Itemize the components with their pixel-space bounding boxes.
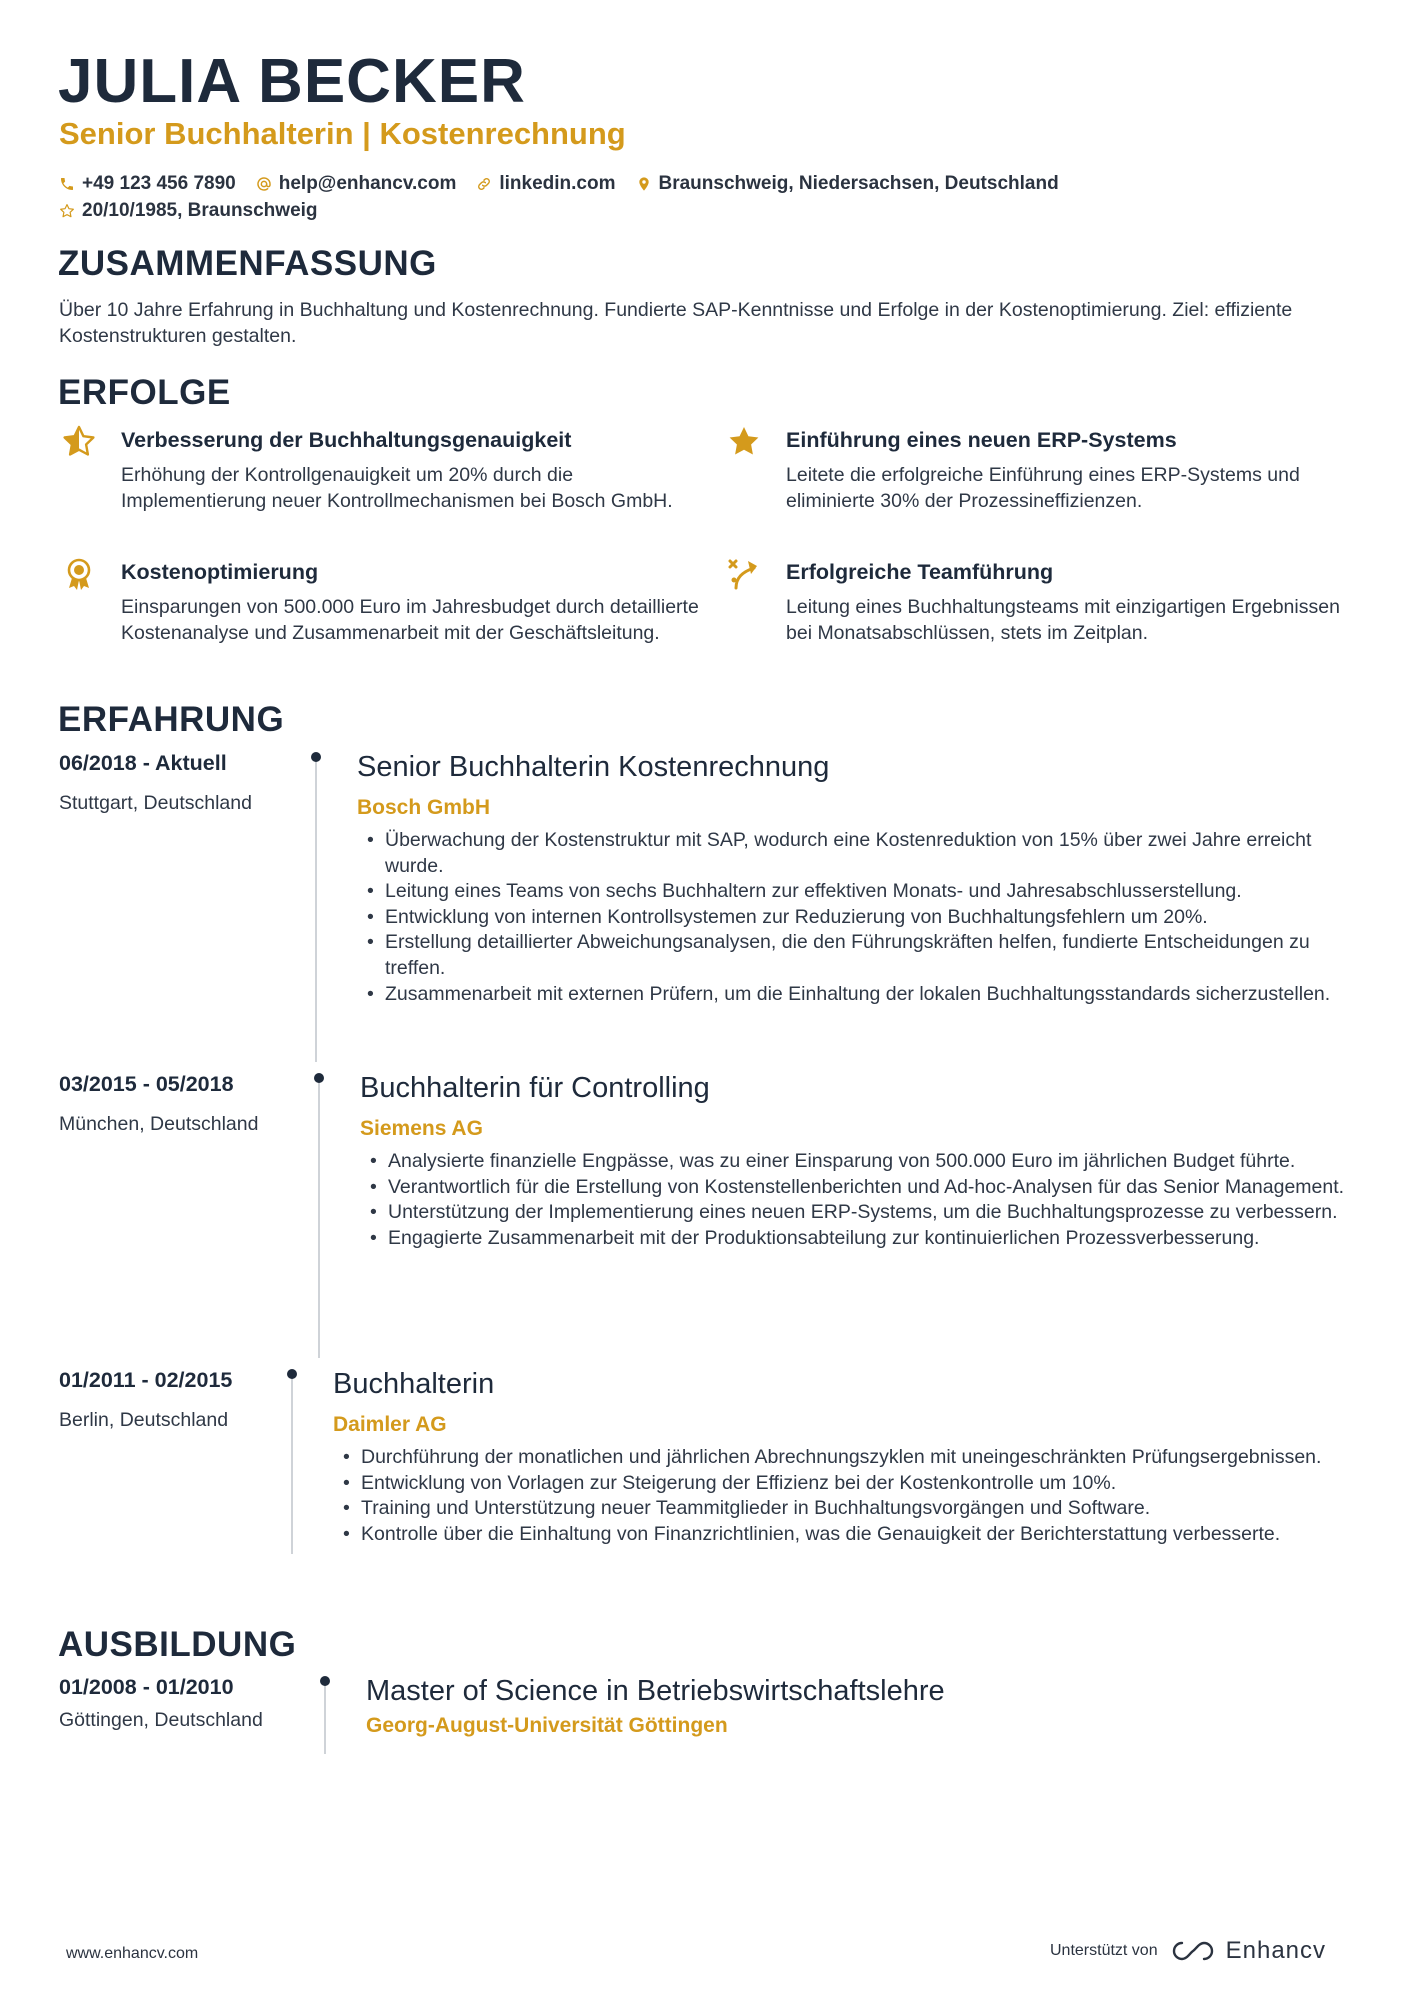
- star-half-icon: [61, 424, 97, 460]
- job-bullet: • Unterstützung der Implementierung eines neuen ERP-Systems, um die Buchhaltungsprozesse zu verbessern.: [366, 1200, 1361, 1226]
- at-icon: [256, 176, 272, 192]
- contact-email[interactable]: [256, 173, 457, 195]
- enhancv-brand: Enhancv: [1225, 1937, 1327, 1964]
- job-bullet: • Analysierte finanzielle Engpässe, was zu einer Einsparung von 500.000 Euro im jährlichen Budget führte.: [366, 1149, 1361, 1175]
- job-role: Buchhalterin für Controlling: [360, 1072, 710, 1104]
- star-outline-icon: [59, 203, 75, 219]
- linkedin-text: linkedin.com: [499, 172, 616, 194]
- candidate-name: JULIA BECKER: [58, 47, 526, 116]
- achievement-desc: Einsparungen von 500.000 Euro im Jahresbudget durch detaillierte Kostenanalyse und Zusammenarbeit mit der Geschäftsleitung.: [121, 596, 699, 644]
- job-bullet: • Engagierte Zusammenarbeit mit der Produktionsabteilung zur kontinuierlichen Prozessverbesserung.: [366, 1226, 1361, 1252]
- contact-birth: [59, 200, 318, 222]
- contact-location: [636, 173, 1059, 195]
- job-location: Berlin, Deutschland: [59, 1409, 229, 1431]
- footer-branding: [1050, 1937, 1326, 1965]
- job-date: 03/2015 - 05/2018: [59, 1072, 234, 1096]
- education-location: Göttingen, Deutschland: [59, 1709, 263, 1731]
- education-date: 01/2008 - 01/2010: [59, 1675, 234, 1699]
- job-company: Siemens AG: [360, 1117, 483, 1140]
- timeline-dot: [314, 1073, 324, 1083]
- birth-text: 20/10/1985, Braunschweig: [82, 199, 318, 221]
- summary-heading: ZUSAMMENFASSUNG: [58, 244, 437, 283]
- job-bullet: • Entwicklung von internen Kontrollsystemen zur Reduzierung von Buchhaltungsfehlern um 20%.: [363, 905, 1353, 931]
- job-date: 06/2018 - Aktuell: [59, 751, 227, 775]
- timeline-line: [318, 1080, 320, 1358]
- achievement-title: Verbesserung der Buchhaltungsgenauigkeit: [121, 428, 572, 452]
- strategy-path-icon: [726, 556, 762, 592]
- timeline-line: [315, 760, 317, 1062]
- timeline-dot: [320, 1676, 330, 1686]
- job-bullet: • Erstellung detaillierter Abweichungsanalysen, die den Führungskräften helfen, fundierte Entscheidungen zu treffen.: [363, 930, 1353, 981]
- job-bullets: [363, 828, 1353, 1007]
- job-role: Buchhalterin: [333, 1368, 495, 1400]
- job-role: Senior Buchhalterin Kostenrechnung: [357, 751, 830, 783]
- job-bullet: • Kontrolle über die Einhaltung von Finanzrichtlinien, was die Genauigkeit der Berichterstattung verbesserte.: [339, 1522, 1349, 1548]
- job-bullet: • Zusammenarbeit mit externen Prüfern, um die Einhaltung der lokalen Buchhaltungsstandards sicherzustellen.: [363, 982, 1353, 1008]
- job-bullet: • Verantwortlich für die Erstellung von Kostenstellenberichten und Ad-hoc-Analysen für das Senior Management.: [366, 1175, 1361, 1201]
- location-text: Braunschweig, Niedersachsen, Deutschland: [658, 172, 1059, 194]
- achievements-heading: ERFOLGE: [58, 373, 231, 412]
- experience-heading: ERFAHRUNG: [58, 700, 285, 739]
- contact-info: [59, 170, 1359, 224]
- job-bullets: [366, 1149, 1361, 1251]
- education-heading: AUSBILDUNG: [58, 1625, 297, 1664]
- achievement-desc: Erhöhung der Kontrollgenauigkeit um 20% durch die Implementierung neuer Kontrollmechanismen bei Bosch GmbH.: [121, 464, 673, 512]
- powered-by-text: Unterstützt von: [1050, 1942, 1158, 1959]
- timeline-dot: [311, 752, 321, 762]
- education-school: Georg-August-Universität Göttingen: [366, 1714, 728, 1737]
- phone-text: +49 123 456 7890: [82, 172, 236, 194]
- achievement-desc: Leitete die erfolgreiche Einführung eines ERP-Systems und eliminierte 30% der Prozessineffizienzen.: [786, 464, 1300, 512]
- phone-icon: [59, 176, 75, 192]
- job-bullet: • Überwachung der Kostenstruktur mit SAP, wodurch eine Kostenreduktion von 15% über zwei Jahre erreicht wurde.: [363, 828, 1353, 879]
- footer-website[interactable]: www.enhancv.com: [66, 1945, 199, 1962]
- timeline-dot: [287, 1369, 297, 1379]
- education-degree: Master of Science in Betriebswirtschaftslehre: [366, 1675, 945, 1707]
- candidate-title: Senior Buchhalterin | Kostenrechnung: [59, 116, 626, 151]
- job-bullet: • Leitung eines Teams von sechs Buchhaltern zur effektiven Monats- und Jahresabschlusserstellung.: [363, 879, 1353, 905]
- timeline-line: [291, 1376, 293, 1554]
- job-bullet: • Durchführung der monatlichen und jährlichen Abrechnungszyklen mit uneingeschränkten Prüfungsergebnissen.: [339, 1445, 1349, 1471]
- job-date: 01/2011 - 02/2015: [59, 1368, 233, 1392]
- link-icon: [476, 176, 492, 192]
- job-location: Stuttgart, Deutschland: [59, 792, 252, 814]
- star-icon: [726, 424, 762, 460]
- job-location: München, Deutschland: [59, 1113, 259, 1135]
- job-company: Daimler AG: [333, 1413, 447, 1436]
- award-medal-icon: [61, 556, 97, 592]
- achievement-title: Erfolgreiche Teamführung: [786, 560, 1054, 584]
- summary-text: Über 10 Jahre Erfahrung in Buchhaltung und Kostenrechnung. Fundierte SAP-Kenntnisse und Erfolge in der Kostenoptimierung. Ziel: effiziente Kostenstrukturen gestalten.: [59, 299, 1293, 347]
- contact-linkedin[interactable]: [476, 173, 615, 195]
- email-text: help@enhancv.com: [278, 172, 457, 194]
- job-company: Bosch GmbH: [357, 796, 491, 819]
- achievement-desc: Leitung eines Buchhaltungsteams mit einzigartigen Ergebnissen bei Monatsabschlüssen, stets im Zeitplan.: [786, 596, 1340, 644]
- contact-phone: [59, 173, 236, 195]
- timeline-line: [324, 1684, 326, 1754]
- enhancv-logo-icon: [1170, 1939, 1216, 1963]
- job-bullet: • Entwicklung von Vorlagen zur Steigerung der Effizienz bei der Kostenkontrolle um 10%.: [339, 1471, 1349, 1497]
- job-bullets: [339, 1445, 1349, 1547]
- achievement-title: Kostenoptimierung: [121, 560, 319, 584]
- job-bullet: • Training und Unterstützung neuer Teammitglieder in Buchhaltungsvorgängen und Software.: [339, 1496, 1349, 1522]
- location-pin-icon: [636, 176, 652, 192]
- achievement-title: Einführung eines neuen ERP-Systems: [786, 428, 1177, 452]
